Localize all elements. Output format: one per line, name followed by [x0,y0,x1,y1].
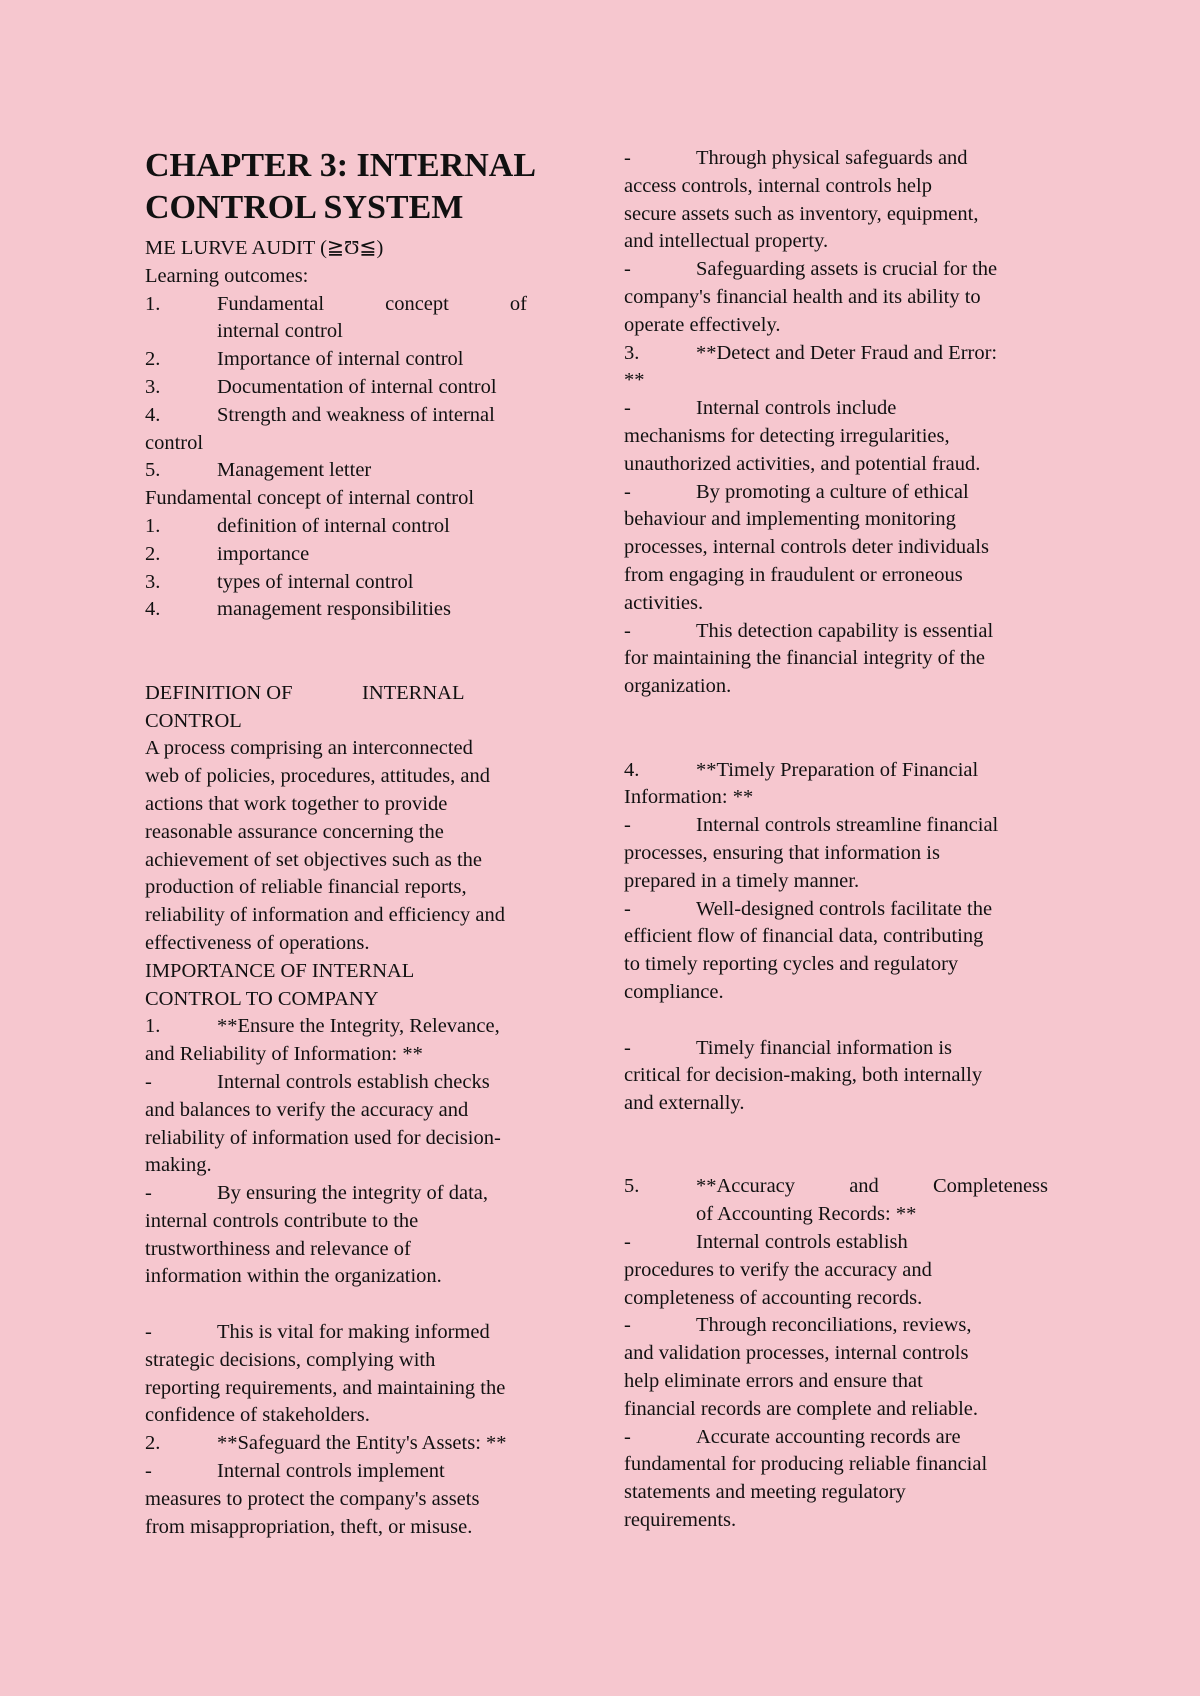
item-number: 4. [145,598,161,621]
item5-title [624,1173,1054,1229]
item3-title-cont: ** [624,369,645,392]
item-number: 5. [624,1175,640,1198]
item5-bullet1 [624,1229,1054,1257]
bullet-text: from engaging in fraudulent or erroneous [624,563,963,586]
dash-marker: - [624,814,631,837]
chapter-title-line-2: CONTROL SYSTEM [145,189,464,226]
item-text: definition of internal control [217,514,450,537]
fundamental-item-2 [145,541,575,569]
fundamental-item-1 [145,513,575,541]
bullet-text: for maintaining the financial integrity of the [624,647,985,670]
bullet-text: Accurate accounting records are [696,1425,961,1448]
spacer [624,1118,1054,1174]
bullet-text: help eliminate errors and ensure that [624,1370,923,1393]
bullet-text: from misappropriation, theft, or misuse. [145,1515,473,1538]
bullet-text: and externally. [624,1092,745,1115]
bullet-text: By ensuring the integrity of data, [217,1182,488,1205]
bullet-text: strategic decisions, complying with [145,1348,436,1371]
fundamental-item-4 [145,596,575,624]
fundamental-item-3 [145,569,575,597]
outcome-text: Documentation of internal control [217,375,497,398]
item4-title-cont: Information: ** [624,786,754,809]
item-number: 2. [145,542,161,565]
bullet-text: requirements. [624,1509,737,1532]
outcome-item-2 [145,346,575,374]
item3-bullet3 [624,618,1054,646]
item-number: 2. [145,1432,161,1455]
outcome-text-cont: internal control [217,320,343,343]
bullet-text: and validation processes, internal controls [624,1342,969,1365]
bullet-text: processes, ensuring that information is [624,841,940,864]
outcome-item-5 [145,457,575,485]
item-number: 3. [624,341,640,364]
importance-heading-1: IMPORTANCE OF INTERNAL [145,959,415,982]
bullet-text: secure assets such as inventory, equipment, [624,202,979,225]
bullet-text: reliability of information used for decision- [145,1126,501,1149]
spacer [624,1007,1054,1035]
item4-bullet1 [624,812,1054,840]
item3-bullet2 [624,479,1054,507]
outcome-text-b: concept [385,292,449,315]
outcome-number: 1. [145,292,161,315]
item-title-text: **Safeguard the Entity's Assets: ** [217,1432,507,1455]
bullet-text: This detection capability is essential [696,619,994,642]
bullet-text: reporting requirements, and maintaining the [145,1376,506,1399]
bullet-text: making. [145,1154,212,1177]
bullet-text: efficient flow of financial data, contributing [624,925,984,948]
definition-paragraph [145,735,575,957]
dash-marker: - [145,1182,152,1205]
bullet-text: By promoting a culture of ethical [696,480,969,503]
bullet-text: to timely reporting cycles and regulatory [624,953,959,976]
outcome-item-1 [145,291,575,347]
bullet-text: financial records are complete and reliable. [624,1397,979,1420]
item3-bullet1 [624,395,1054,423]
bullet-text: and balances to verify the accuracy and [145,1098,469,1121]
left-column [145,145,575,1541]
item2-title [145,1430,575,1458]
chapter-title-line-1: CHAPTER 3: INTERNAL [145,147,537,184]
outcome-number: 4. [145,403,161,426]
item-number: 1. [145,514,161,537]
item3-title [624,340,1054,368]
item1-bullet3 [145,1319,575,1347]
importance-heading-2: CONTROL TO COMPANY [145,987,379,1010]
bullet-text: completeness of accounting records. [624,1286,923,1309]
bullet-text: statements and meeting regulatory [624,1481,906,1504]
dash-marker: - [624,619,631,642]
bullet-text: prepared in a timely manner. [624,869,860,892]
author-line: ME LURVE AUDIT (≧Ʊ≦) [145,237,384,259]
item4-title [624,757,1054,785]
bullet-text: internal controls contribute to the [145,1209,419,1232]
bullet-text: Internal controls streamline financial [696,814,999,837]
spacer [624,701,1054,757]
bullet-text: measures to protect the company's assets [145,1487,480,1510]
item-title-word: and [849,1175,879,1198]
item-number: 4. [624,758,640,781]
bullet-text: and intellectual property. [624,230,829,253]
item-text: importance [217,542,310,565]
item1-bullet1 [145,1069,575,1097]
outcome-number: 2. [145,348,161,371]
definition-line: reasonable assurance concerning the [145,820,444,843]
outcome-text-a: Fundamental [217,292,325,315]
bullet-text: critical for decision-making, both internally [624,1064,983,1087]
bullet-text: Through reconciliations, reviews, [696,1314,972,1337]
bullet-text: Through physical safeguards and [696,147,968,169]
bullet-text: This is vital for making informed [217,1321,490,1344]
bullet-text: Timely financial information is [696,1036,953,1059]
item4-bullet3 [624,1035,1054,1063]
bullet-text: confidence of stakeholders. [145,1404,370,1427]
item1-title-cont: and Reliability of Information: ** [145,1043,423,1066]
item2-bullet2 [624,145,1054,173]
definition-line: reliability of information and efficiency and [145,904,505,927]
outcome-text: Management letter [217,459,372,482]
bullet-text: trustworthiness and relevance of [145,1237,411,1260]
definition-heading-a: DEFINITION OF [145,681,293,704]
item-text: management responsibilities [217,598,451,621]
item-title-text: **Detect and Deter Fraud and Error: [696,341,998,364]
bullet-text: company's financial health and its ability to [624,285,981,308]
bullet-text: Well-designed controls facilitate the [696,897,993,920]
definition-line: achievement of set objectives such as the [145,848,482,871]
item5-bullet2 [624,1312,1054,1340]
spacer [145,624,575,680]
dash-marker: - [624,258,631,281]
dash-marker: - [624,1314,631,1337]
outcome-item-4 [145,402,575,430]
bullet-text: Internal controls establish checks [217,1070,490,1093]
fundamental-concept-label: Fundamental concept of internal control [145,487,475,510]
dash-marker: - [624,397,631,420]
outcome-text: Strength and weakness of internal [217,403,495,426]
bullet-text: operate effectively. [624,313,781,336]
item1-bullet2 [145,1180,575,1208]
bullet-text: activities. [624,591,704,614]
bullet-text: mechanisms for detecting irregularities, [624,424,950,447]
outcome-number: 3. [145,375,161,398]
definition-heading [145,680,575,708]
dash-marker: - [624,897,631,920]
outcome-text-c: of [509,292,527,315]
definition-line: web of policies, procedures, attitudes, and [145,765,490,788]
item-number: 1. [145,1015,161,1038]
dash-marker: - [624,1036,631,1059]
definition-line: effectiveness of operations. [145,931,370,954]
dash-marker: - [145,1321,152,1344]
item4-bullet2 [624,896,1054,924]
item-title-text: **Timely Preparation of Financial [696,758,979,781]
spacer [145,1291,575,1319]
item-title-word: **Accuracy [696,1175,796,1198]
item5-bullet3 [624,1424,1054,1452]
bullet-text: behaviour and implementing monitoring [624,508,956,531]
bullet-text: unauthorized activities, and potential fraud. [624,452,981,475]
outcome-item-3 [145,374,575,402]
chapter-title [145,145,575,229]
bullet-text: organization. [624,675,732,698]
dash-marker: - [145,1070,152,1093]
outcome-number: 5. [145,459,161,482]
definition-heading-b: INTERNAL [362,681,465,704]
dash-marker: - [624,480,631,503]
learning-outcomes-label: Learning outcomes: [145,264,309,287]
item2-bullet3 [624,256,1054,284]
definition-heading-cont: CONTROL [145,709,242,732]
dash-marker: - [624,1231,631,1254]
outcome-item-4-cont: control [145,431,204,454]
bullet-text: information within the organization. [145,1265,442,1288]
item-title-word: Completeness [932,1175,1048,1198]
bullet-text: Internal controls establish [696,1231,908,1254]
item-title-cont: of Accounting Records: ** [696,1203,917,1226]
dash-marker: - [624,1425,631,1448]
item1-title [145,1013,575,1041]
bullet-text: procedures to verify the accuracy and [624,1258,932,1281]
item-number: 3. [145,570,161,593]
bullet-text: compliance. [624,980,724,1003]
right-column [624,145,1054,1535]
bullet-text: fundamental for producing reliable financial [624,1453,988,1476]
outcome-text: Importance of internal control [217,348,464,371]
item-text: types of internal control [217,570,414,593]
item-title-text: **Ensure the Integrity, Relevance, [217,1015,500,1038]
bullet-text: Internal controls include [696,397,897,420]
bullet-text: processes, internal controls deter individuals [624,536,989,559]
definition-line: actions that work together to provide [145,792,448,815]
dash-marker: - [145,1460,152,1483]
bullet-text: access controls, internal controls help [624,174,932,197]
definition-line: A process comprising an interconnected [145,737,473,760]
bullet-text: Internal controls implement [217,1460,445,1483]
definition-line: production of reliable financial reports, [145,876,467,899]
dash-marker: - [624,147,631,169]
item2-bullet1 [145,1458,575,1486]
bullet-text: Safeguarding assets is crucial for the [696,258,998,281]
